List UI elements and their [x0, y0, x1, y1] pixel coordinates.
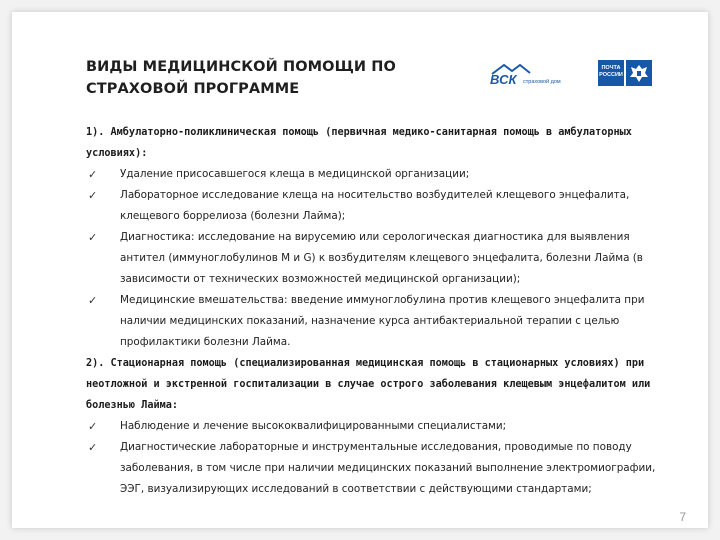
pochta-logo-text: ПОЧТА РОССИИ: [598, 60, 624, 86]
list-item-text: Диагностика: исследование на вирусемию или серологическая диагностика для выявления антител (иммуноглобулинов M и G) к возбудителям клещевого энцефалита, болезни Лайма (в зависимости от технических возможностей медицинской организации);: [120, 231, 643, 285]
list-item-text: Медицинские вмешательства: введение иммуноглобулина против клещевого энцефалита при наличии медицинских показаний, назначение курса антибактериальной терапии с целью профилактики болезни Лайма.: [120, 294, 645, 348]
list-item: [86, 227, 666, 290]
page-number: 7: [679, 510, 686, 524]
slide: [12, 12, 708, 528]
list-item: [86, 164, 666, 185]
list-item: [86, 437, 666, 500]
section-1-heading: 1). Амбулаторно-поликлиническая помощь (первичная медико-санитарная помощь в амбулаторных условиях):: [86, 127, 632, 159]
pochta-logo: [598, 60, 652, 86]
list-item: [86, 416, 666, 437]
checkmark-icon: ✓: [88, 189, 98, 202]
list-item-text: Удаление присосавшегося клеща в медицинской организации;: [120, 168, 470, 180]
vsk-logo-subtext: страховой дом: [523, 79, 561, 85]
list-item: [86, 290, 666, 353]
slide-title: ВИДЫ МЕДИЦИНСКОЙ ПОМОЩИ ПО СТРАХОВОЙ ПРОГРАММЕ: [86, 59, 396, 97]
checkmark-icon: ✓: [88, 420, 98, 433]
eagle-emblem-icon: [626, 60, 652, 86]
checkmark-icon: ✓: [88, 294, 98, 307]
slide-content: [86, 122, 666, 500]
list-item-text: Лабораторное исследование клеща на носительство возбудителей клещевого энцефалита, клещевого боррелиоза (болезни Лайма);: [120, 189, 630, 222]
checkmark-icon: ✓: [88, 231, 98, 244]
vsk-logo-text: ВСК: [490, 72, 517, 86]
vsk-logo: [490, 62, 586, 86]
checkmark-icon: ✓: [88, 168, 98, 181]
list-item-text: Диагностические лабораторные и инструментальные исследования, проводимые по поводу заболевания, в том числе при наличии медицинских показаний выполнение электромиографии, ЭЭГ, визуализирующих исследований в соответствии с действующими стандартами;: [120, 441, 656, 495]
list-item: [86, 185, 666, 227]
list-item-text: Наблюдение и лечение высококвалифицированными специалистами;: [120, 420, 507, 432]
checkmark-icon: ✓: [88, 441, 98, 454]
section-2-heading: 2). Стационарная помощь (специализированная медицинская помощь в стационарных условиях) при неотложной и экстренной госпитализации в случае острого заболевания клещевым энцефалитом или болезнью Лайма:: [86, 358, 651, 411]
